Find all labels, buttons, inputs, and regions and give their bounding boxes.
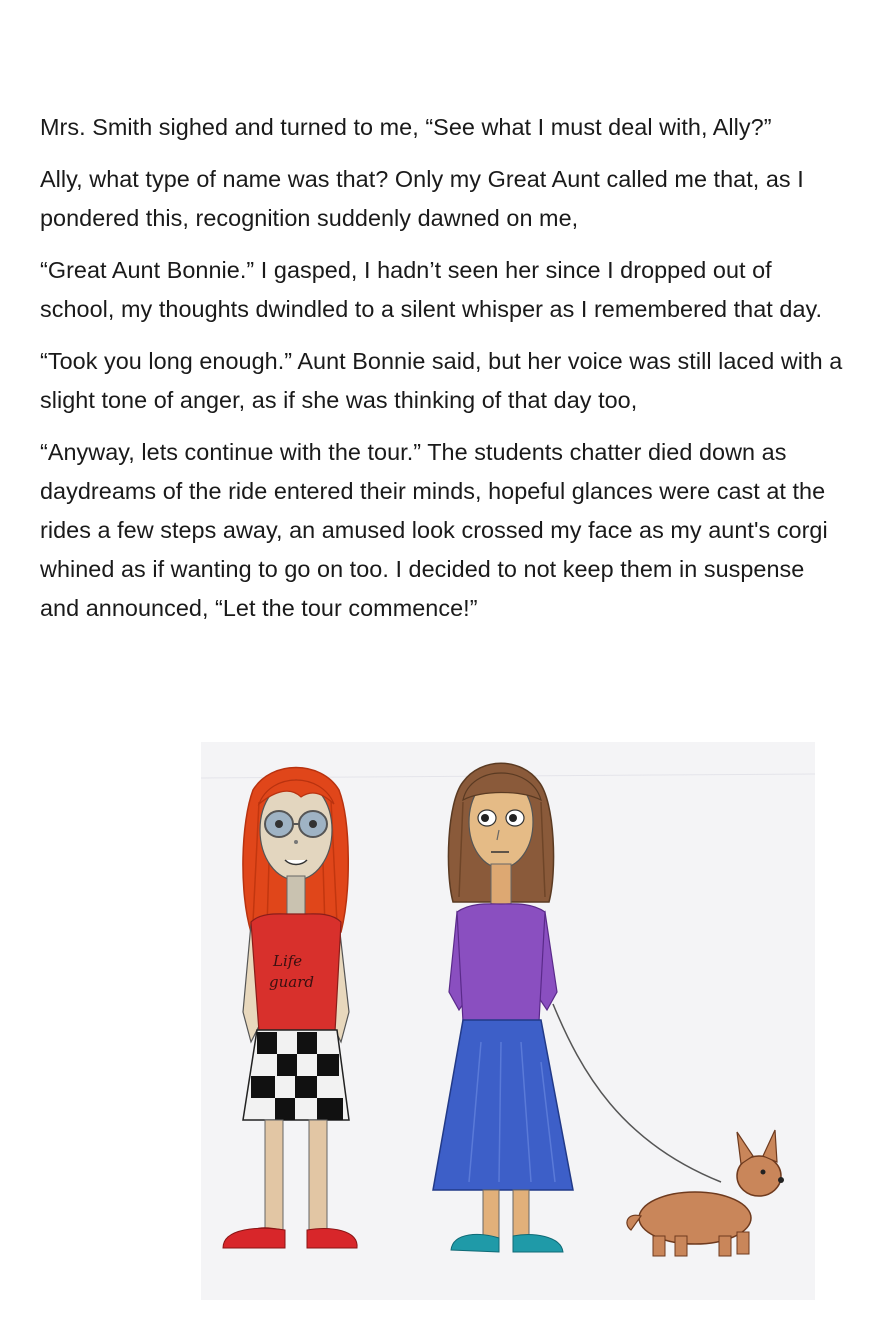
- shirt-text-line1: Life: [273, 952, 303, 970]
- story-paragraph-5: “Anyway, lets continue with the tour.” The students chatter died down as daydreams of the ride entered their minds, hopeful glances were cast at the rides a few steps away, an amused look crossed my face as my aunt's corgi whined as if wanting to go on too. I decided to not keep them in suspense and announced, “Let the tour commence!”: [40, 439, 828, 621]
- illustration: [201, 742, 815, 1300]
- illustration-drawing: [201, 742, 815, 1300]
- story-text: [40, 108, 850, 641]
- story-paragraph-3: “Great Aunt Bonnie.” I gasped, I hadn’t seen her since I dropped out of school, my thoughts dwindled to a silent whisper as I remembered that day.: [40, 257, 823, 322]
- shirt-text-line2: guard: [269, 973, 314, 991]
- story-paragraph-1: Mrs. Smith sighed and turned to me, “See what I must deal with, Ally?”: [40, 114, 772, 140]
- checkered-skirt: [243, 1030, 349, 1120]
- story-paragraph-4: “Took you long enough.” Aunt Bonnie said, but her voice was still laced with a slight tone of anger, as if she was thinking of that day too,: [40, 348, 843, 413]
- story-paragraph-2: Ally, what type of name was that? Only my Great Aunt called me that, as I pondered this, recognition suddenly dawned on me,: [40, 166, 804, 231]
